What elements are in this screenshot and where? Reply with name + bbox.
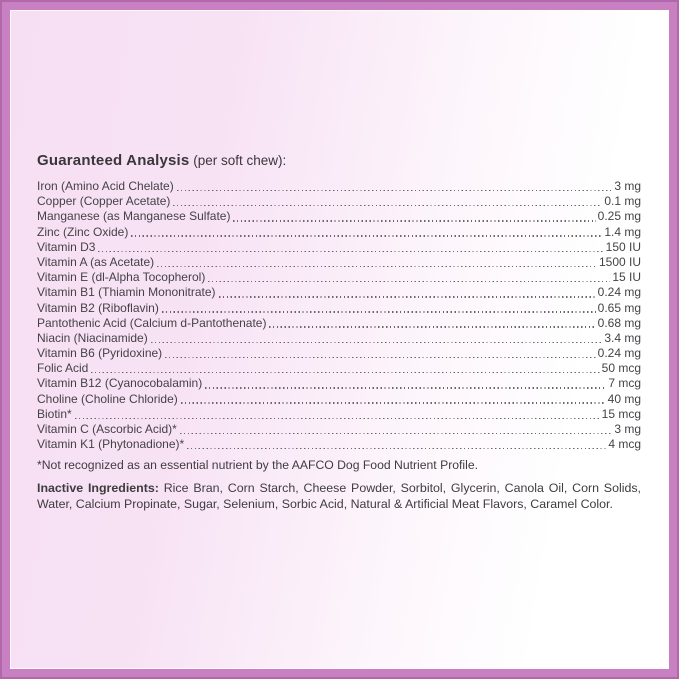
nutrient-row [37,285,641,300]
dot-leader [219,296,596,297]
nutrient-value: 15 IU [612,270,641,285]
nutrient-table [37,179,641,452]
inactive-ingredients-paragraph [37,480,641,512]
label-frame [2,2,677,677]
nutrient-value: 1.4 mg [604,224,641,239]
dot-leader [269,326,595,327]
nutrient-row [37,346,641,361]
dot-leader [173,205,602,206]
nutrient-name: Vitamin K1 (Phytonadione)* [37,437,185,452]
nutrient-value: 0.24 mg [597,346,641,361]
nutrient-row [37,376,641,391]
nutrient-name: Vitamin B2 (Riboflavin) [37,300,159,315]
nutrient-name: Vitamin C (Ascorbic Acid)* [37,422,177,436]
nutrient-name: Vitamin A (as Acetate) [37,254,155,269]
nutrient-row [37,179,641,194]
nutrient-name: Vitamin B1 (Thiamin Mononitrate) [37,285,216,300]
inactive-ingredients-heading: Inactive Ingredients: [37,481,159,496]
nutrient-name: Iron (Amino Acid Chelate) [37,179,174,193]
nutrient-name: Biotin* [37,406,72,421]
dot-leader [165,357,595,358]
nutrient-row [37,194,641,209]
nutrient-row [37,301,641,316]
nutrient-row [37,209,641,224]
dot-leader [233,220,595,221]
title-heading: Guaranteed Analysis [37,152,190,169]
nutrient-row [37,225,641,240]
nutrient-name: Manganese (as Manganese Sulfate) [37,209,231,224]
dot-leader [98,251,603,252]
nutrient-row [37,361,641,376]
nutrient-value: 0.25 mg [597,209,641,224]
nutrient-row [37,407,641,422]
nutrient-name: Vitamin B6 (Pyridoxine) [37,346,163,361]
nutrient-value: 50 mcg [601,361,641,376]
nutrient-row [37,316,641,331]
dot-leader [205,387,606,388]
dot-leader [91,372,599,373]
nutrient-name: Vitamin E (dl-Alpha Tocopherol) [37,270,206,285]
nutrient-name: Folic Acid [37,361,89,376]
nutrient-name: Vitamin B12 (Cyanocobalamin) [37,376,203,391]
nutrient-value: 0.1 mg [604,194,641,209]
dot-leader [157,266,597,267]
nutrient-row [37,255,641,270]
nutrient-value: 0.24 mg [597,285,641,300]
nutrient-value: 4 mcg [608,437,641,452]
dot-leader [187,448,606,449]
dot-leader [162,311,596,312]
nutrient-row [37,270,641,285]
dot-leader [151,342,603,343]
aafco-footnote: *Not recognized as an essential nutrient by the AAFCO Dog Food Nutrient Profile. [37,458,479,473]
nutrient-row [37,240,641,255]
nutrient-value: 3.4 mg [604,330,641,345]
nutrient-name: Zinc (Zinc Oxide) [37,224,129,239]
title-suffix: (per soft chew): [189,153,287,168]
nutrient-name: Pantothenic Acid (Calcium d-Pantothenate) [37,315,267,330]
nutrient-name: Choline (Choline Chloride) [37,391,178,406]
nutrient-value: 0.65 mg [597,300,641,315]
dot-leader [177,190,613,191]
nutrient-value: 3 mg [614,179,641,193]
nutrient-row [37,392,641,407]
nutrient-row [37,437,641,452]
nutrient-value: 40 mg [607,391,641,406]
nutrient-value: 3 mg [614,422,641,436]
dot-leader [208,281,610,282]
nutrient-value: 1500 IU [598,254,641,269]
nutrient-value: 150 IU [605,239,641,254]
inactive-ingredients-list: Rice Bran, Corn Starch, Cheese Powder, Sorbitol, Glycerin, Canola Oil, Corn Solids, Water, Calcium Propinate, Sugar, Selenium, Sorbic Acid, Natural & Artificial Meat Flavors, Caramel Color. [37,481,642,512]
label-content [10,10,669,669]
dot-leader [180,433,612,434]
nutrient-value: 0.68 mg [597,315,641,330]
nutrient-row [37,422,641,437]
nutrient-value: 7 mcg [608,376,641,391]
nutrient-name: Niacin (Niacinamide) [37,330,148,345]
guaranteed-analysis-title [37,152,641,170]
dot-leader [181,402,606,403]
dot-leader [75,418,600,419]
nutrient-row [37,331,641,346]
nutrient-name: Copper (Copper Acetate) [37,194,171,209]
nutrient-name: Vitamin D3 [37,239,96,254]
dot-leader [131,235,602,236]
nutrient-value: 15 mcg [601,406,641,421]
